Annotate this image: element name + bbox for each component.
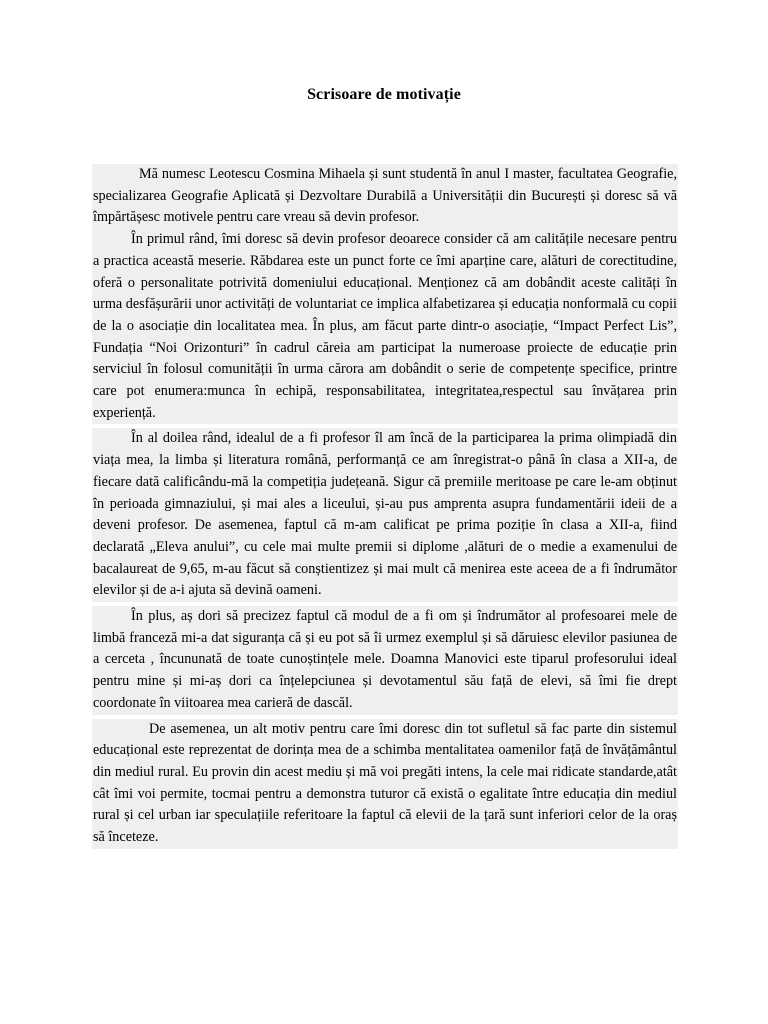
document-title: Scrisoare de motivație (307, 86, 461, 103)
paragraph-second-reason: În al doilea rând, idealul de a fi profesor îl am încă de la participarea la prima olimpiadă din viața mea, la limba și literatura română, performanță ce am înregistrat-o până în clasa a XII-a, de fiecare dată calificându-mă la competiția județeană. Sigur că premiile meritoase pe care le-am obținut în perioada gimnaziului, și mai ales a liceului, și-au pus amprenta asupra fundamentării ideii de a deveni profesor. De asemenea, faptul că m-am calificat pe prima poziție în clasa a XII-a, fiind declarată „Eleva anului”, cu cele mai multe premii si diplome ,alături de o medie a examenului de bacalaureat de 9,65, m-au făcut să conștientizez și mai mult că menirea este aceea de a fi îndrumător elevilor și de a-i ajuta să devină oameni. (93, 430, 677, 599)
paragraph-first-reason: În primul rând, îmi doresc să devin profesor deoarece consider că am calitățile necesare pentru a practica această meserie. Răbdarea este un punct forte ce îmi aparține care, alături de corectitudine, oferă o personalitate potrivită domeniului educațional. Menționez că am dobândit aceste calități în urma desfășurării unor activități de voluntariat ce implica alfabetizarea și educația nonformală cu copii de la o asociație din localitatea mea. În plus, am făcut parte dintr-o asociație, “Impact Perfect Lis”, Fundația “Noi Orizonturi” în cadrul căreia am participat la numeroase proiecte de educație prin serviciul în folosul comunității în urma cărora am dobândit o serie de competențe specifice, printre care pot enumera:munca în echipă, responsabilitatea, integritatea,respectul sau învățarea prin experiență. (93, 231, 677, 421)
document-body (92, 164, 678, 849)
paragraph-role-model: În plus, aș dori să precizez faptul că modul de a fi om și îndrumător al profesoarei mele de limbă franceză mi-a dat siguranța că și eu pot să îi urmez exemplul și să dăruiesc elevilor pasiunea de a cerceta , încununată de toate cunoștințele mele. Doamna Manovici este tiparul profesorului ideal pentru mine și mi-aș dori ca înțelepciunea și devotamentul său față de elevi, să îmi fie drept coordonate în viitoarea mea carieră de dascăl. (93, 608, 677, 711)
paragraph-rural-education: De asemenea, un alt motiv pentru care îmi doresc din tot sufletul să fac parte din sistemul educațional este reprezentat de dorința mea de a schimba mentalitatea oamenilor față de învățământul din mediul rural. Eu provin din acest mediu și mă voi pregăti intens, la cele mai ridicate standarde,atât cât îmi voi permite, tocmai pentru a demonstra tuturor că există o egalitate între educația din mediul rural și cel urban iar speculațiile referitoare la faptul că elevii de la țară sunt inferiori celor de la oraș să înceteze. (93, 720, 677, 846)
paragraph-introduction: Mă numesc Leotescu Cosmina Mihaela și sunt studentă în anul I master, facultatea Geografie, specializarea Geografie Aplicată și Dezvoltare Durabilă a Universității din București și doresc să vă împărtășesc motivele pentru care vreau să devin profesor. (93, 166, 677, 226)
